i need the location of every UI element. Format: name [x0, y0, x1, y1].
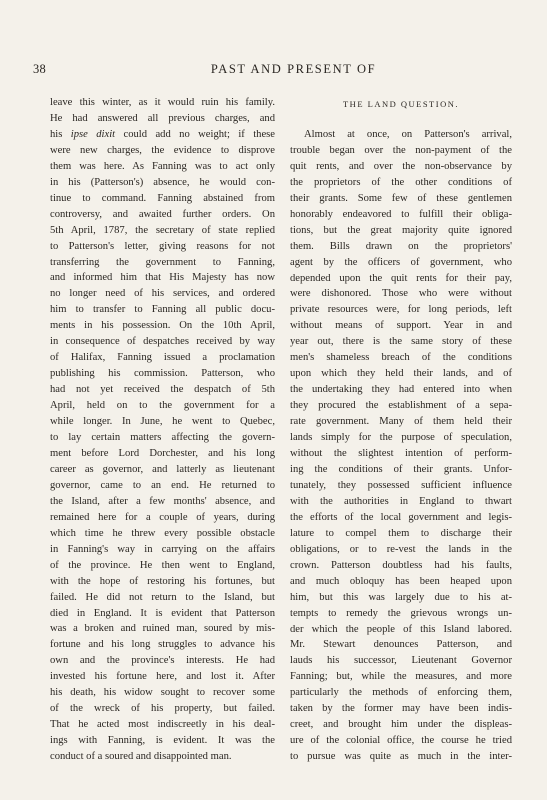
text-line: tempts to remedy the grievous wrongs un-	[290, 607, 512, 619]
text-line: April, held on to the government for a	[50, 400, 275, 412]
text-line: quit rents, and over the non-observance by	[290, 160, 512, 172]
text-line: to lay certain matters affecting the govern-	[50, 432, 275, 444]
text-line: Mr. Stewart denounces Patterson, and	[290, 639, 512, 651]
right-column	[290, 97, 512, 765]
text-line: of the province. He then went to England,	[50, 559, 275, 571]
text-line: lands simply for the purpose of speculation,	[290, 432, 512, 444]
text-line: the Island, after a few months' absence, and	[50, 495, 275, 507]
text-line: governor, came to an end. He returned to	[50, 479, 275, 491]
text-line: invested his fortune here, and lost it. After	[50, 671, 275, 683]
text-line: tinue to command. Fanning abstained from	[50, 192, 275, 204]
text-line: his death, his widow sought to recover some	[50, 687, 275, 699]
text-line: him, but this was largely due to his at-	[290, 591, 512, 603]
text-line: der which the people of this Island labored.	[290, 623, 512, 635]
text-line: failed. He did not return to the Island, but	[50, 591, 275, 603]
text-line: controversy, and awaited further orders. On	[50, 208, 275, 220]
text-line: ings with Fanning, is evident. It was the	[50, 735, 275, 747]
text-line: of the wreck of his property, but failed.	[50, 703, 275, 715]
left-column	[50, 95, 275, 765]
text-line: without the slightest intention of perform-	[290, 448, 512, 460]
text-line: Almost at once, on Patterson's arrival,	[304, 128, 512, 140]
text-line: own and the province's interests. He had	[50, 655, 275, 667]
text-line: the undertaking they had entered into when	[290, 384, 512, 396]
text-line: him to transfer to Fanning all public docu-	[50, 304, 275, 316]
text-line: they procured the establishment of a sepa-	[290, 400, 512, 412]
text-line: That he acted most indiscreetly in his deal-	[50, 719, 275, 731]
text-line: his ipse dixit could add no weight; if these	[50, 128, 275, 140]
text-line: were new charges, the evidence to disprove	[50, 144, 275, 156]
text-line: obligations, or to re-vest the lands in the	[290, 543, 512, 555]
text-line: Fanning; but, while the measures, and more	[290, 671, 512, 683]
text-line: with the hope of restoring his fortunes, but	[50, 575, 275, 587]
italic-phrase: ipse dixit	[70, 128, 116, 140]
text-line: depended upon the quit rents for their pay,	[290, 272, 512, 284]
text-line: tunately, they possessed sufficient influence	[290, 479, 512, 491]
text-line: honorably endeavored to fulfill their obliga-	[290, 208, 512, 220]
text-line: died in England. It is evident that Patterson	[50, 607, 275, 619]
running-head: PAST AND PRESENT OF	[210, 62, 377, 76]
text-line: no longer need of his services, and ordered	[50, 288, 275, 300]
text-line: their grants. Some few of these gentlemen	[290, 192, 512, 204]
text-line: private resources were, for long periods, left	[290, 304, 512, 316]
text-line: them was here. As Fanning was to act only	[50, 160, 275, 172]
text-line: ment before Lord Dorchester, and his long	[50, 447, 275, 459]
text-line: upon which they held their lands, and of	[290, 368, 512, 380]
section-heading: THE LAND QUESTION.	[342, 99, 459, 109]
text-line: 5th April, 1787, the secretary of state replied	[50, 224, 275, 236]
text-line: was a broken and ruined man, soured by mis-	[50, 623, 275, 635]
text-line: career as governor, and latterly as lieutenant	[50, 463, 275, 475]
text-line: had not yet received the despatch of 5th	[50, 384, 275, 396]
text-line: and informed him that His Majesty has now	[50, 272, 275, 284]
text-line: remained here for a couple of years, during	[50, 511, 275, 523]
text-line: lauds his successor, Lieutenant Governor	[290, 655, 512, 667]
text-line: leave this winter, as it would ruin his family.	[50, 97, 275, 108]
text-line: agent by the officers of government, who	[290, 256, 512, 268]
text-line: in Fanning's way in carrying on the affairs	[50, 543, 275, 555]
text-line: trouble began over the non-payment of the	[290, 144, 512, 156]
text-line: the efforts of the local government and legis-	[290, 511, 512, 523]
text-line: particularly the methods of enforcing them,	[290, 687, 512, 699]
text-line: to Patterson's letter, giving reasons for not	[50, 240, 275, 252]
text-line: in his (Patterson's) absence, he would con-	[50, 176, 275, 188]
text-line: and much obloquy has been heaped upon	[290, 575, 512, 587]
text-line: year out, there is the same story of these	[290, 336, 512, 348]
text-line: ure of the colonial office, the course he tried	[290, 735, 512, 747]
text-line: to pursue was quite as much in the inter-	[290, 751, 512, 763]
text-line: with the authorities in England to thwart	[290, 495, 512, 507]
text-line: crown. Patterson doubtless had his faults,	[290, 559, 512, 571]
text-line: rate government. Many of them held their	[290, 416, 512, 428]
text-line: lature to compel them to discharge their	[290, 527, 512, 539]
text-line: publishing his commission. Patterson, who	[50, 368, 275, 380]
text-line: taken by the former may have been indis-	[290, 703, 512, 715]
text-line: creet, and brought him under the displeas-	[290, 719, 512, 731]
page-number: 38	[33, 62, 47, 76]
text-line: He had answered all previous charges, and	[50, 112, 275, 124]
text-line: conduct of a soured and disappointed man.	[50, 751, 232, 763]
text-line: men's shameless breach of the conditions	[290, 352, 512, 364]
text-line: tions, but the great majority quite ignored	[290, 224, 512, 236]
text-line: ing the conditions of their grants. Unfor-	[290, 463, 512, 475]
text-line: in consequence of despatches received by way	[50, 336, 275, 348]
text-line: ments in his possession. On the 10th April,	[50, 320, 275, 332]
text-line: them. Bills drawn on the proprietors'	[290, 240, 512, 252]
text-line: which time he threw every possible obstacle	[50, 527, 275, 539]
text-line: without means of support. Year in and	[290, 320, 512, 332]
text-line: transferring the government to Fanning,	[50, 256, 275, 268]
text-line: while longer. In June, he went to Quebec,	[50, 416, 275, 428]
text-line: the proprietors of the other conditions of	[290, 176, 512, 188]
text-line: fortune and his long struggles to advance his	[50, 639, 275, 651]
text-line: of Halifax, Fanning issued a proclamation	[50, 352, 275, 364]
text-line: were dishonored. Those who were without	[290, 288, 512, 300]
